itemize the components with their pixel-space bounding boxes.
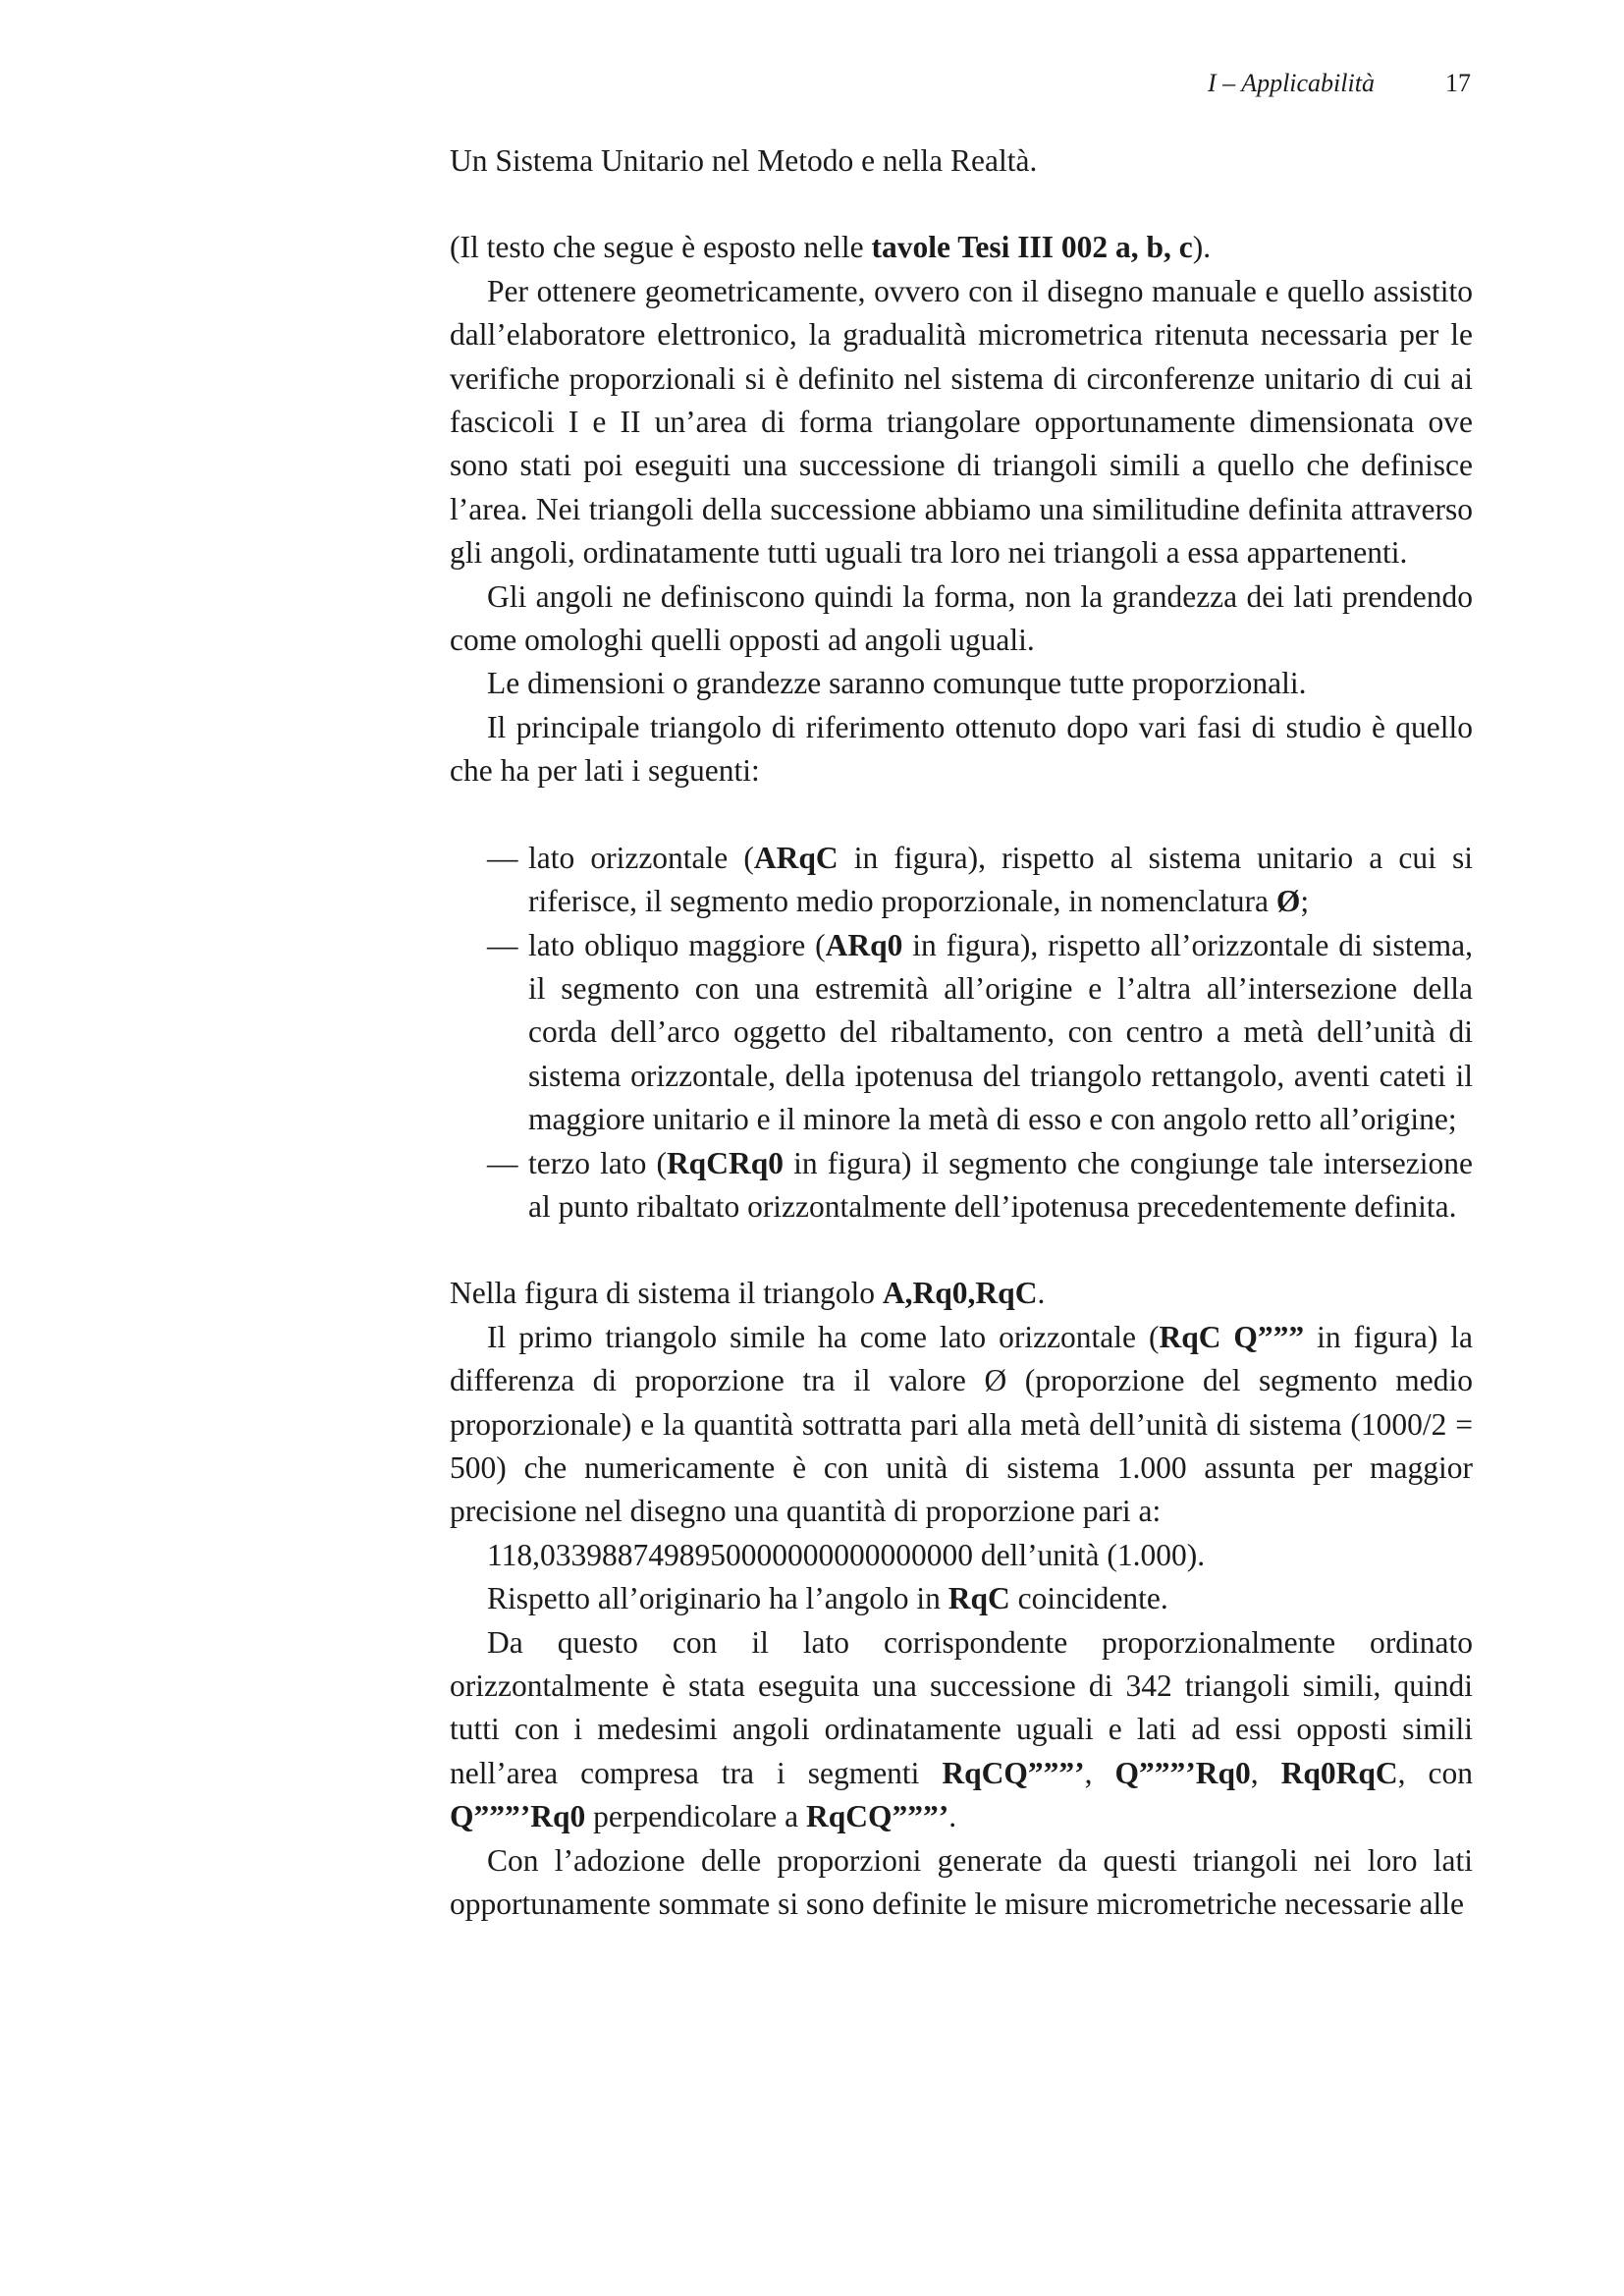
paragraph-text: Il primo triangolo simile ha come lato orizzontale ( [487,1319,1160,1354]
paragraph-8 [450,1577,1473,1620]
sides-list [450,837,1473,1230]
paragraph-text: . [948,1799,957,1834]
paragraph-bold: RqC [947,1581,1010,1616]
paragraph-2: Gli angoli ne definiscono quindi la forma, non la grandezza dei lati prendendo come omologhi quelli opposti ad angoli uguali. [450,578,1473,658]
paragraph-1: Per ottenere geometricamente, ovvero con il disegno manuale e quello assistito dall’elaboratore elettronico, la gradualità micrometrica ritenuta necessaria per le verifiche proporzionali si è definito nel sistema di circonferenze unitario di cui ai fascicoli I e II un’area di forma triangolare opportunamente dimensionata ove sono stati poi eseguiti una successione di triangoli simili a quello che definisce l’area. Nei triangoli della successione abbiamo una similitudine definita attraverso gli angoli, ordinatamente tutti uguali tra loro nei triangoli a essa appartenenti. [450,273,1473,571]
paragraph-bold: Q”””’Rq0 [450,1799,586,1834]
intro-post: ). [1192,230,1212,265]
paragraph-text: perpendicolare a [585,1799,807,1834]
paragraph-text: , [1084,1755,1115,1790]
dash-marker: — [487,1145,518,1180]
list-item [450,837,1473,924]
section-title: Un Sistema Unitario nel Metodo e nella Realtà. [450,143,1038,178]
paragraph-text: , [1250,1755,1281,1790]
paragraph-text: Da questo con il lato corrispondente proporzionalmente ordinato orizzontalmente è stata eseguita una successione di 342 triangoli simili, quindi tutti con i medesimi angoli ordinatamente uguali e lati ad essi opposti simili nell’area compresa tra i segmenti [450,1624,1473,1790]
list-item-bold: ARqC [753,840,839,875]
paragraph-3: Le dimensioni o grandezze saranno comunque tutte proporzionali. [487,666,1307,701]
paragraph-text: . [1037,1276,1046,1311]
list-item [450,924,1473,1142]
paragraph-text: , con [1397,1755,1473,1790]
paragraph-bold: A,Rq0,RqC [882,1276,1038,1311]
list-item-text: lato obliquo maggiore ( [528,927,826,962]
paragraph-bold: Rq0RqC [1280,1755,1398,1790]
intro-text: (Il testo che segue è esposto nelle [450,230,872,265]
running-header [1208,69,1483,98]
paragraph-text: Nella figura di sistema il triangolo [450,1276,883,1311]
paragraph-bold: RqC Q””” [1159,1319,1305,1354]
list-item-bold: ARq0 [825,927,903,962]
paragraph-4: Il principale triangolo di riferimento ottenuto dopo vari fasi di studio è quello che ha per lati i seguenti: [450,709,1473,789]
list-item-text: ; [1300,884,1310,919]
paragraph-9 [450,1621,1473,1839]
page-number: 17 [1445,69,1471,97]
paragraph-bold: RqCQ”””’ [942,1755,1085,1790]
paragraph-text: coincidente. [1009,1581,1168,1616]
page-body [450,139,1473,1926]
list-item-bold: RqCRq0 [666,1145,784,1180]
dash-marker: — [487,840,518,875]
header-section-title: I – Applicabilità [1208,69,1375,97]
list-item-text: terzo lato ( [528,1145,667,1180]
paragraph-6 [450,1316,1473,1534]
list-item-text: lato orizzontale ( [528,840,754,875]
list-item-text: in figura), rispetto al sistema unitario a cui si riferisce, il segmento medio proporzionale, in nomenclatura [528,840,1473,919]
paragraph-text: Rispetto all’originario ha l’angolo in [487,1581,948,1616]
paragraph-7: 118,0339887498950000000000000000 dell’unità (1.000). [487,1537,1206,1572]
paragraph-5 [450,1272,1473,1315]
list-item-bold: Ø [1275,884,1301,919]
intro-note [450,226,1473,269]
paragraph-bold: Q”””’Rq0 [1114,1755,1251,1790]
list-item-text: in figura), rispetto all’orizzontale di sistema, il segmento con una estremità all’origine e l’altra all’intersezione della corda dell’arco oggetto del ribaltamento, con centro a metà dell’unità di sistema orizzontale, della ipotenusa del triangolo rettangolo, aventi cateti il maggiore unitario e il minore la metà di esso e con angolo retto all’origine; [528,927,1473,1137]
paragraph-bold: RqCQ”””’ [806,1799,949,1834]
dash-marker: — [487,927,518,962]
list-item [450,1142,1473,1230]
list-item-text: in figura) il segmento che congiunge tale intersezione al punto ribaltato orizzontalmente dell’ipotenusa precedentemente definita. [528,1145,1473,1224]
paragraph-10: Con l’adozione delle proporzioni generate da questi triangoli nei loro lati opportunamente sommate si sono definite le misure micrometriche necessarie alle [450,1842,1473,1922]
paragraph-text: in figura) la differenza di proporzione tra il valore Ø (proporzione del segmento medio proporzionale) e la quantità sottratta pari alla metà dell’unità di sistema (1000/2 = 500) che numericamente è con unità di sistema 1.000 assunta per maggior precisione nel disegno una quantità di proporzione pari a: [450,1319,1473,1529]
intro-bold: tavole Tesi III 002 a, b, c [871,230,1193,265]
